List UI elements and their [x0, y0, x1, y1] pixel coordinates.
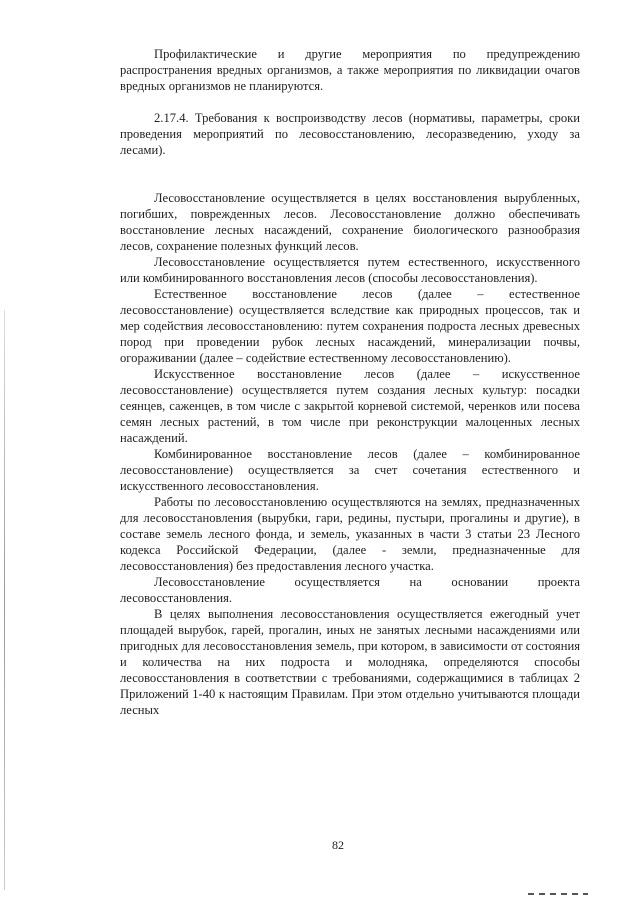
section-heading-2-17-4: 2.17.4. Требования к воспроизводству лесов (нормативы, параметры, сроки проведения мероприятий по лесовосстановлению, лесоразведению, уходу за лесами). — [120, 111, 580, 157]
scan-edge-line — [4, 310, 5, 890]
paragraph-combined-reforestation: Комбинированное восстановление лесов (далее – комбинированное лесовосстановление) осуществляется за счет сочетания естественного и искусственного лесовосстановления. — [120, 447, 580, 493]
paragraph-reforestation-lands: Работы по лесовосстановлению осуществляются на землях, предназначенных для лесовосстановления (вырубки, гари, редины, пустыри, прогалины и другие), в составе земель лесного фонда, и земель, указанных в части 3 статьи 23 Лесного кодекса Российской Федерации, (далее - земли, предназначенные для лесовосстановления) без предоставления лесного участка. — [120, 495, 580, 573]
paragraph-reforestation-project: Лесовосстановление осуществляется на основании проекта лесовосстановления. — [120, 575, 580, 605]
scan-artifact-mark — [528, 893, 588, 895]
page-number: 82 — [332, 838, 344, 852]
paragraph-annual-accounting: В целях выполнения лесовосстановления осуществляется ежегодный учет площадей вырубок, гарей, прогалин, иных не занятых лесными насаждениями или пригодных для лесовосстановления земель, при котором, в зависимости от состояния и количества на них подроста и молодняка, определяются способы лесовосстановления в соответствии с требованиями, содержащимися в таблицах 2 Приложений 1-40 к настоящим Правилам. При этом отдельно учитываются площади лесных — [120, 607, 580, 717]
paragraph-artificial-reforestation: Искусственное восстановление лесов (далее – искусственное лесовосстановление) осуществляется путем создания лесных культур: посадки сеянцев, саженцев, в том числе с закрытой корневой системой, черенков или посева семян лесных растений, в том числе при реконструкции малоценных лесных насаждений. — [120, 367, 580, 445]
paragraph-reforestation-methods: Лесовосстановление осуществляется путем естественного, искусственного или комбинированного восстановления лесов (способы лесовосстановления). — [120, 255, 580, 285]
paragraph-natural-reforestation: Естественное восстановление лесов (далее – естественное лесовосстановление) осуществляется вследствие как природных процессов, так и мер содействия лесовосстановлению: путем сохранения подроста лесных древесных пород при проведении рубок лесных насаждений, минерализации почвы, огораживании (далее – содействие естественному лесовосстановлению). — [120, 287, 580, 365]
paragraph-reforestation-purpose: Лесовосстановление осуществляется в целях восстановления вырубленных, погибших, поврежденных лесов. Лесовосстановление должно обеспечивать восстановление лесных насаждений, сохранение биологического разнообразия лесов, сохранение полезных функций лесов. — [120, 191, 580, 253]
paragraph-prevention: Профилактические и другие мероприятия по предупреждению распространения вредных организмов, а также мероприятия по ликвидации очагов вредных организмов не планируются. — [120, 47, 580, 93]
document-body — [120, 46, 580, 718]
